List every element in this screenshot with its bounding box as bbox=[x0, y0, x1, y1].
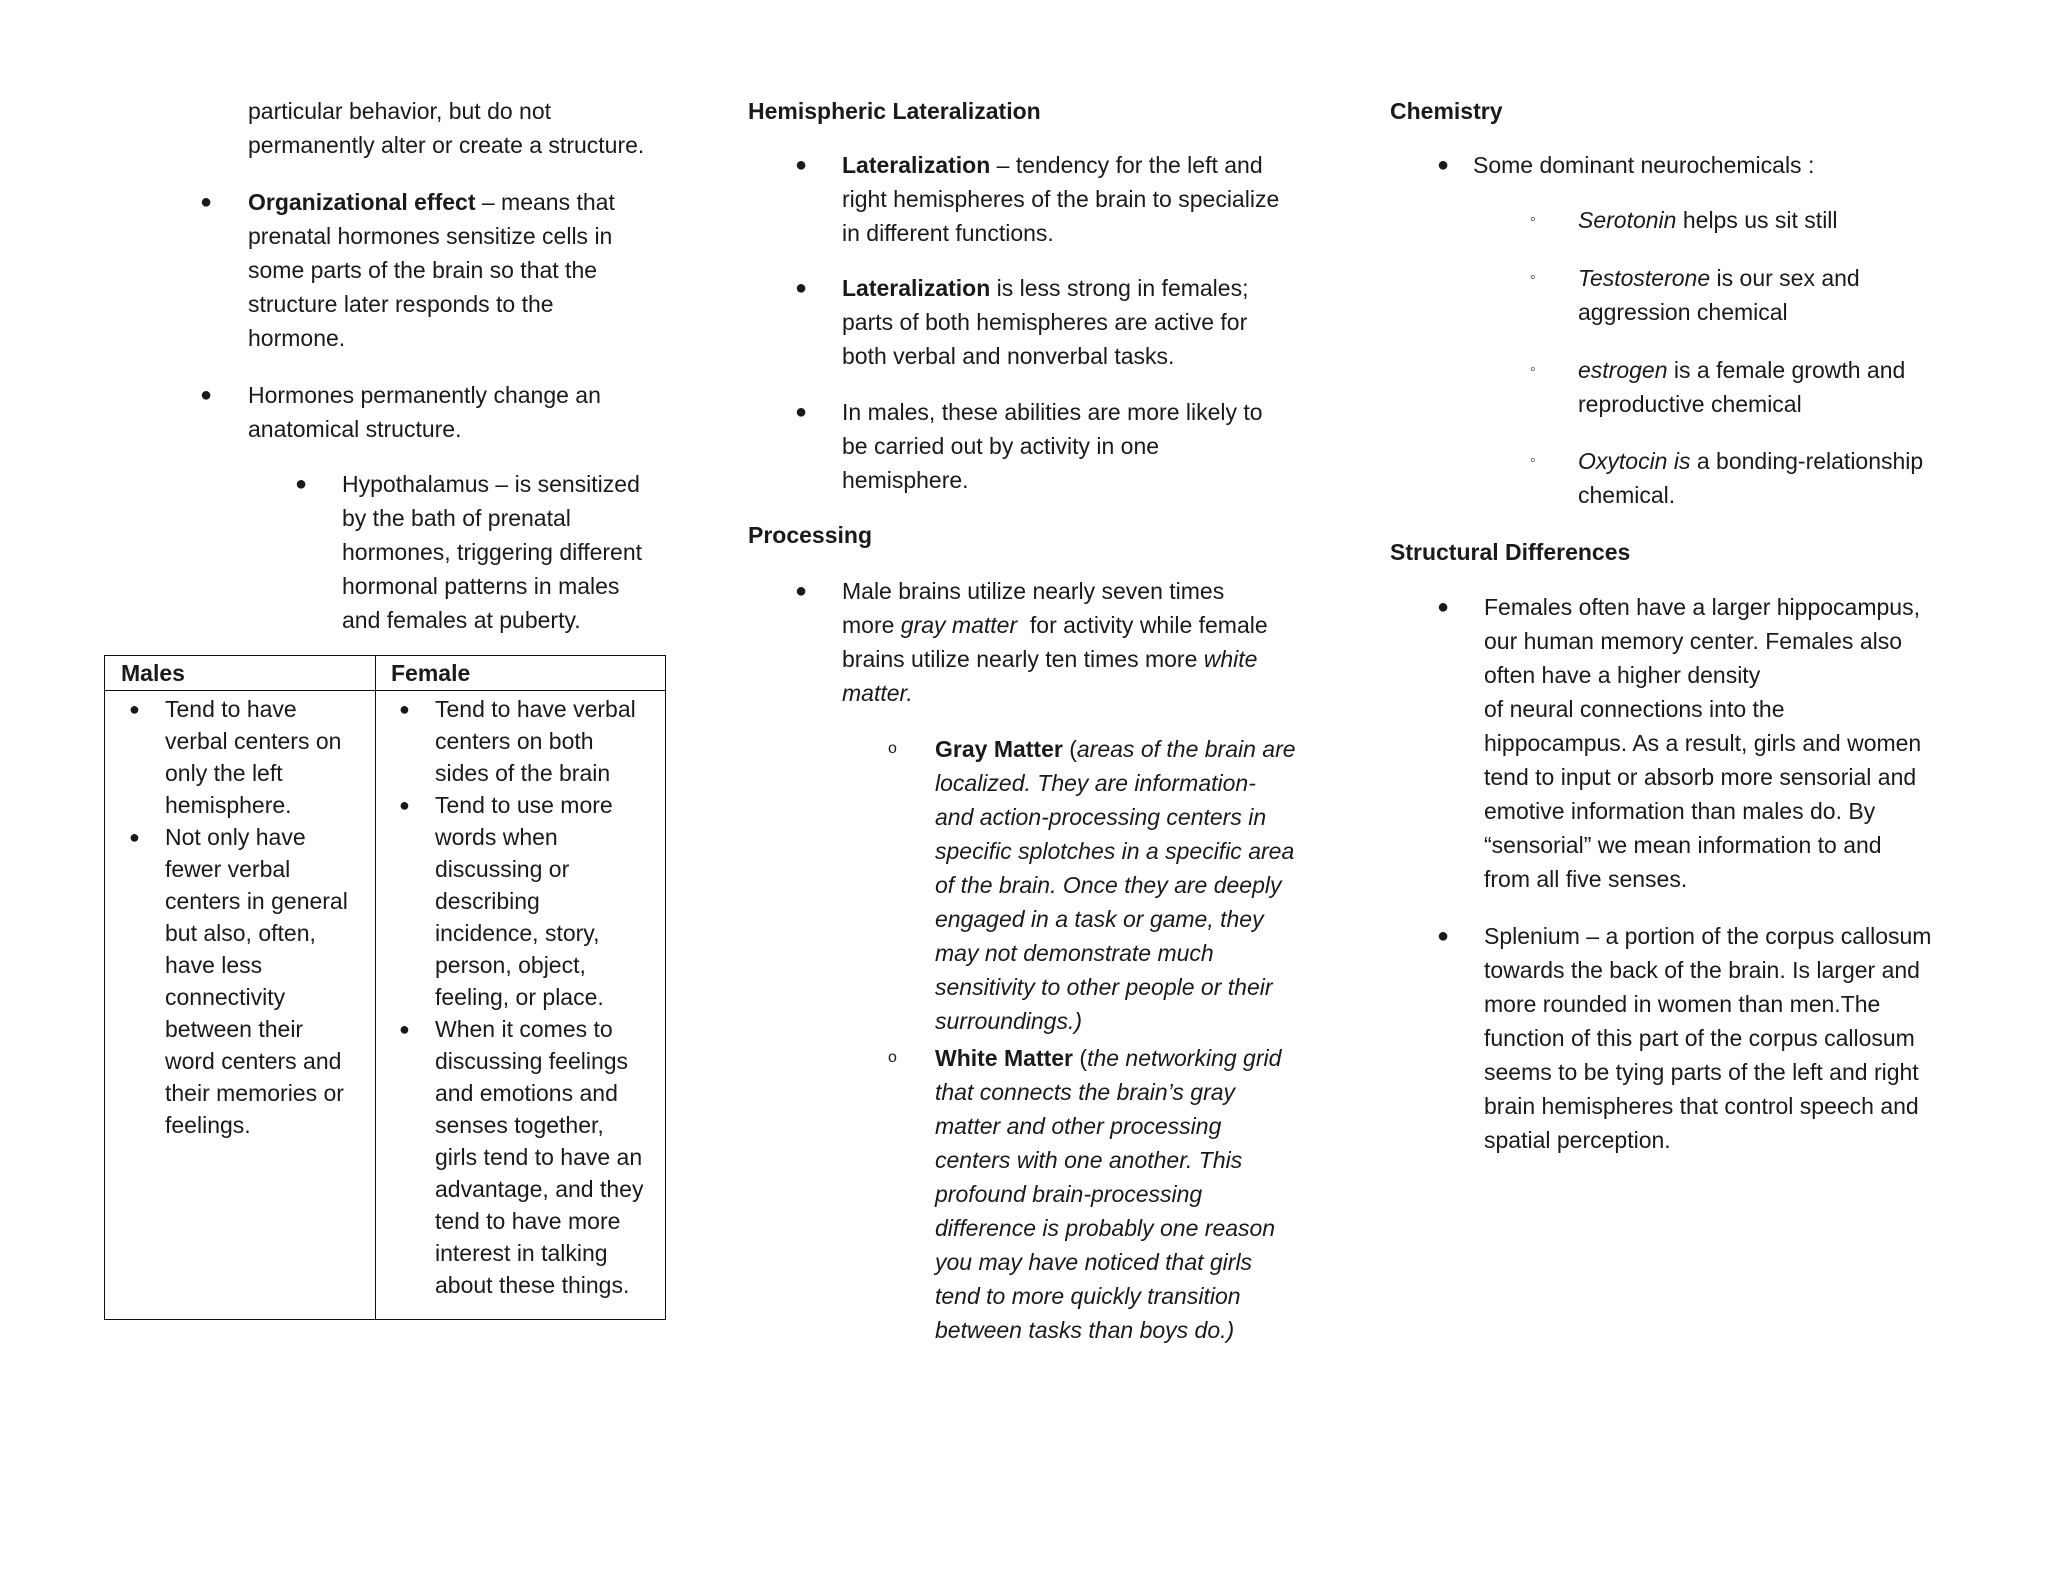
hippocampus-item: Females often have a larger hippocampus, our human memory center. Females also often have a higher density of neural connections into the hippocampus. As a result, girls and women tend to input or absorb more sensorial and emotive information than males do. By “sensorial” we mean information to and from all five senses. bbox=[1484, 594, 1922, 892]
circle-bullet-icon: ◦ bbox=[1530, 452, 1536, 469]
bullet-icon: ● bbox=[200, 191, 213, 213]
hypothalamus-item: Hypothalamus – is sensitized by the bath of prenatal hormones, triggering different hormonal patterns in males and females at puberty. bbox=[342, 471, 643, 633]
processing-item: Male brains utilize nearly seven times more gray matter for activity while female brains utilize nearly ten times more white matter. bbox=[842, 578, 1268, 706]
lateralization-term: Lateralization bbox=[842, 152, 991, 178]
circle-bullet-icon: o bbox=[888, 1049, 897, 1066]
bullet-icon: ● bbox=[129, 827, 140, 847]
chemistry-intro: Some dominant neurochemicals : bbox=[1473, 152, 1815, 178]
bullet-icon: ● bbox=[795, 401, 808, 423]
males-item: Not only have fewer verbal centers in general but also, often, have less connectivity between their word centers and their memories or feelings. bbox=[165, 824, 348, 1138]
bullet-icon: ● bbox=[1437, 925, 1450, 947]
table-header-female: Female bbox=[391, 660, 471, 686]
bullet-icon: ● bbox=[295, 473, 308, 495]
bullet-icon: ● bbox=[795, 154, 808, 176]
circle-bullet-icon: ◦ bbox=[1530, 211, 1536, 228]
organizational-effect-term: Organizational effect bbox=[248, 189, 476, 215]
bullet-icon: ● bbox=[399, 795, 410, 815]
males-female-table bbox=[104, 655, 666, 1320]
estrogen-item: estrogen is a female growth and reproductive chemical bbox=[1578, 357, 1906, 417]
circle-bullet-icon: ◦ bbox=[1530, 361, 1536, 378]
intro-paragraph: particular behavior, but do not permanently alter or create a structure. bbox=[248, 98, 645, 158]
splenium-item: Splenium – a portion of the corpus callosum towards the back of the brain. Is larger and more rounded in women than men.The function of this part of the corpus callosum seems to be tying parts of the left and right brain hemispheres that control speech and spatial perception. bbox=[1484, 923, 1932, 1153]
gray-matter-item: Gray Matter (areas of the brain are localized. They are information- and action-processing centers in specific splotches in a specific area of the brain. Once they are deeply engaged in a task or game, they may not demonstrate much sensitivity to other people or their surroundings.) bbox=[935, 736, 1296, 1034]
white-matter-item: White Matter (the networking grid that connects the brain’s gray matter and other processing centers with one another. This profound brain-processing difference is probably one reason you may have noticed that girls tend to more quickly transition between tasks than boys do.) bbox=[935, 1045, 1282, 1343]
serotonin-item: Serotonin helps us sit still bbox=[1578, 207, 1838, 233]
table-divider bbox=[375, 656, 376, 1319]
female-item: When it comes to discussing feelings and emotions and senses together, girls tend to have an advantage, and they tend to have more interest in talking about these things. bbox=[435, 1016, 644, 1298]
female-item: Tend to use more words when discussing or describing incidence, story, person, object, feeling, or place. bbox=[435, 792, 613, 1010]
white-matter-term: White Matter bbox=[935, 1045, 1073, 1071]
female-item: Tend to have verbal centers on both sides of the brain bbox=[435, 696, 636, 786]
hormones-item: Hormones permanently change an anatomical structure. bbox=[248, 382, 601, 442]
lateralization-males: In males, these abilities are more likely to be carried out by activity in one hemisphere. bbox=[842, 399, 1263, 493]
heading-hemispheric-lateralization: Hemispheric Lateralization bbox=[748, 98, 1041, 124]
table-header-males: Males bbox=[121, 660, 185, 686]
circle-bullet-icon: o bbox=[888, 740, 897, 757]
bullet-icon: ● bbox=[399, 699, 410, 719]
bullet-icon: ● bbox=[399, 1019, 410, 1039]
heading-structural-differences: Structural Differences bbox=[1390, 539, 1631, 565]
lateralization-definition: Lateralization – tendency for the left and right hemispheres of the brain to specialize in different functions. bbox=[842, 152, 1280, 246]
testosterone-item: Testosterone is our sex and aggression chemical bbox=[1578, 265, 1860, 325]
organizational-effect-item: Organizational effect – means that prenatal hormones sensitize cells in some parts of the brain so that the structure later responds to the hormone. bbox=[248, 189, 615, 351]
bullet-icon: ● bbox=[200, 384, 213, 406]
gray-matter-term: Gray Matter bbox=[935, 736, 1063, 762]
table-divider bbox=[105, 690, 665, 691]
lateralization-term: Lateralization bbox=[842, 275, 991, 301]
oxytocin-item: Oxytocin is a bonding-relationship chemical. bbox=[1578, 448, 1924, 508]
circle-bullet-icon: ◦ bbox=[1530, 269, 1536, 286]
bullet-icon: ● bbox=[1437, 596, 1450, 618]
bullet-icon: ● bbox=[795, 580, 808, 602]
bullet-icon: ● bbox=[1437, 154, 1450, 176]
lateralization-females: Lateralization is less strong in females; parts of both hemispheres are active for both verbal and nonverbal tasks. bbox=[842, 275, 1249, 369]
heading-chemistry: Chemistry bbox=[1390, 98, 1503, 124]
males-item: Tend to have verbal centers on only the left hemisphere. bbox=[165, 696, 342, 818]
heading-processing: Processing bbox=[748, 522, 872, 548]
bullet-icon: ● bbox=[129, 699, 140, 719]
bullet-icon: ● bbox=[795, 277, 808, 299]
